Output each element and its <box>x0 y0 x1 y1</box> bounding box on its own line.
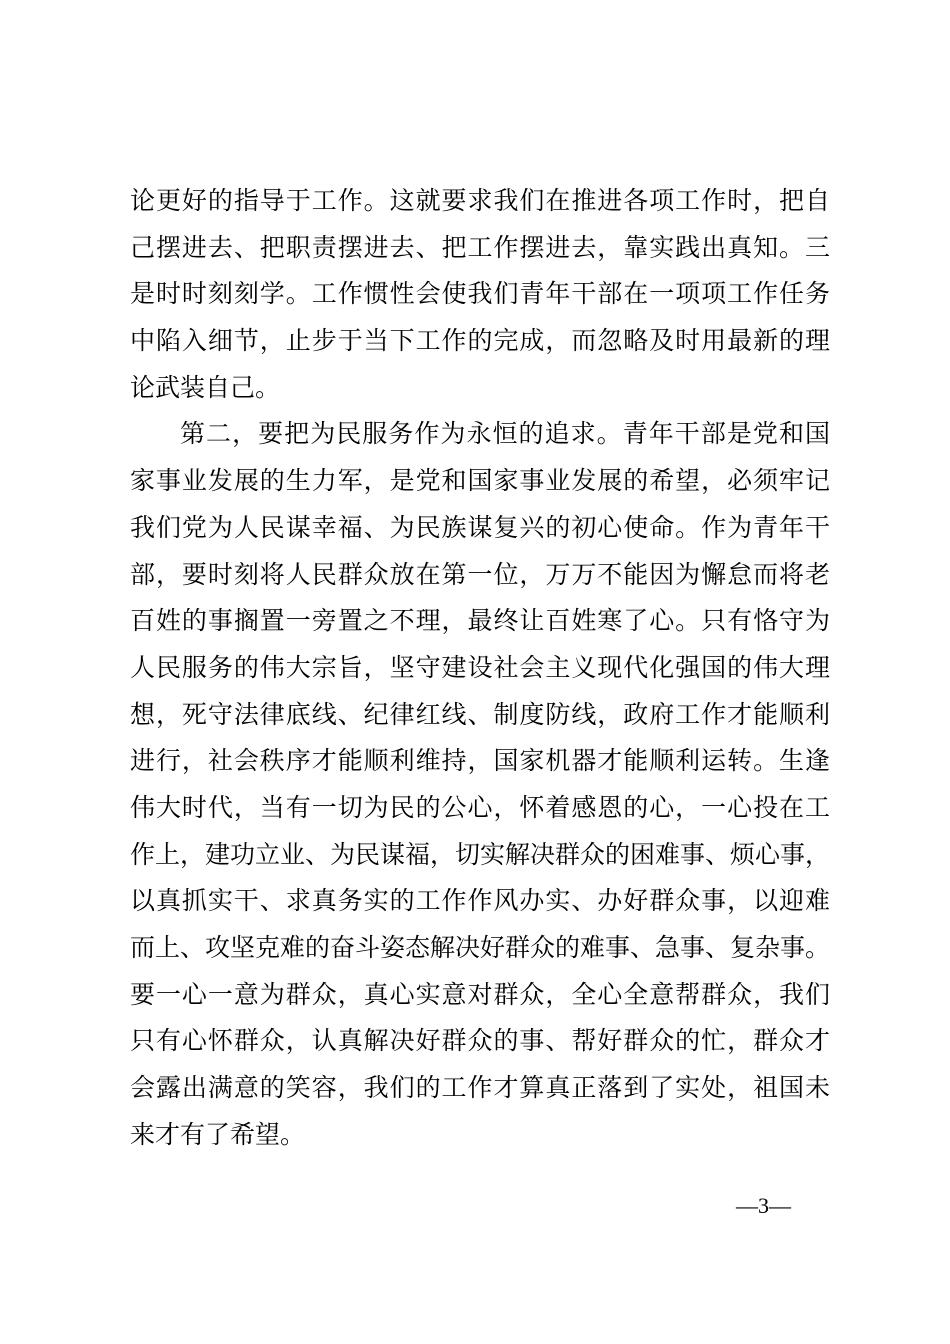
text-line: 想，死守法律底线、纪律红线、制度防线，政府工作才能顺利 <box>130 699 830 729</box>
text-line: 部，要时刻将人民群众放在第一位，万万不能因为懈怠而将老 <box>130 559 830 589</box>
text-line: 第二，要把为民服务作为永恒的追求。青年干部是党和国 <box>180 419 830 449</box>
text-line: 而上、攻坚克难的奋斗姿态解决好群众的难事、急事、复杂事。 <box>130 933 831 962</box>
text-line: 以真抓实干、求真务实的工作作风办实、办好群众事，以迎难 <box>130 886 830 916</box>
text-line: 只有心怀群众，认真解决好群众的事、帮好群众的忙，群众才 <box>130 1026 830 1056</box>
text-line: 作上，建功立业、为民谋福，切实解决群众的困难事、烦心事， <box>130 839 831 869</box>
text-line: 是时时刻刻学。工作惯性会使我们青年干部在一项项工作任务 <box>130 279 830 309</box>
text-line: 要一心一意为群众，真心实意对群众，全心全意帮群众，我们 <box>130 979 830 1009</box>
text-line: 人民服务的伟大宗旨，坚守建设社会主义现代化强国的伟大理 <box>130 652 830 682</box>
text-line: 论更好的指导于工作。这就要求我们在推进各项工作时，把自 <box>130 186 830 215</box>
page-number: —3— <box>736 1193 791 1218</box>
document-body <box>130 178 830 1158</box>
text-line: 百姓的事搁置一旁置之不理，最终让百姓寒了心。只有恪守为 <box>130 606 830 636</box>
paragraph-2 <box>130 411 830 1158</box>
text-line: 论武装自己。 <box>130 372 281 402</box>
text-line: 进行，社会秩序才能顺利维持，国家机器才能顺利运转。生逢 <box>130 746 830 776</box>
text-line: 中陷入细节，止步于当下工作的完成，而忽略及时用最新的理 <box>130 326 830 356</box>
text-line: 伟大时代，当有一切为民的公心，怀着感恩的心，一心投在工 <box>130 792 830 822</box>
text-line: 来才有了希望。 <box>130 1119 306 1149</box>
text-line: 我们党为人民谋幸福、为民族谋复兴的初心使命。作为青年干 <box>130 512 830 542</box>
paragraph-1 <box>130 178 830 411</box>
text-line: 家事业发展的生力军，是党和国家事业发展的希望，必须牢记 <box>130 466 830 496</box>
text-line: 己摆进去、把职责摆进去、把工作摆进去，靠实践出真知。三 <box>130 232 830 262</box>
text-line: 会露出满意的笑容，我们的工作才算真正落到了实处，祖国未 <box>130 1073 830 1103</box>
